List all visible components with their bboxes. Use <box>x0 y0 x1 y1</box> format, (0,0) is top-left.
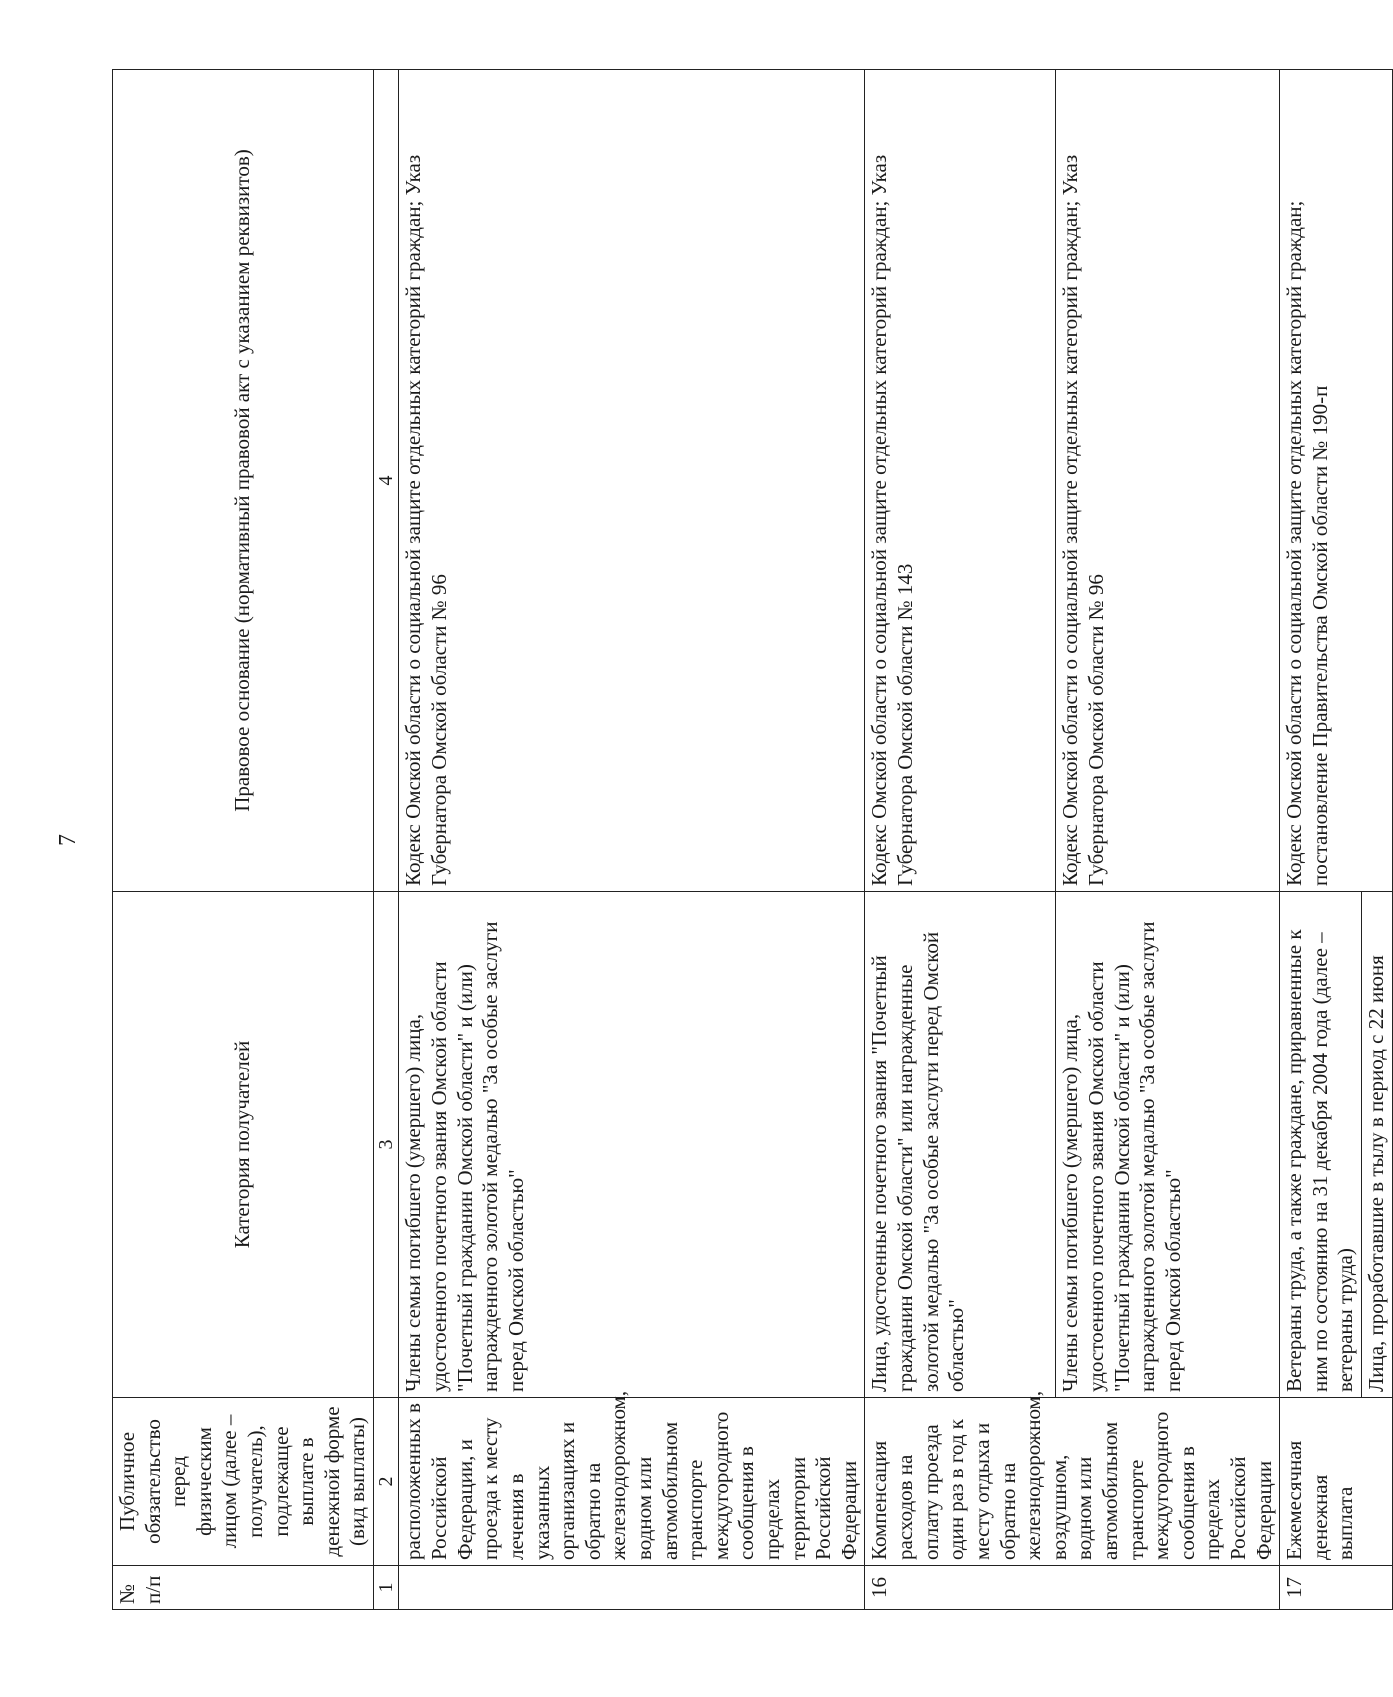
category-cell: Ветераны труда, а также граждане, приравненные к ним по состоянию на 31 декабря 2004 года (далее – ветераны труда) <box>1280 892 1362 1398</box>
row-number: 16 <box>865 1566 1280 1610</box>
header-obligation: Публичное обязательство перед физическим лицом (далее – получатель), подлежащее выплате в денежной форме (вид выплаты) <box>113 1398 374 1566</box>
legal-basis-cell: Кодекс Омской области о социальной защите отдельных категорий граждан; Указ Губернатора Омской области № 96 <box>1056 70 1280 892</box>
legal-basis-cell: Кодекс Омской области о социальной защите отдельных категорий граждан; Указ Губернатора Омской области № 143 <box>865 70 1056 892</box>
page-number: 7 <box>55 834 81 846</box>
header-category: Категория получателей <box>113 892 374 1398</box>
category-cell: Лица, удостоенные почетного звания "Почетный гражданин Омской области" или награжденные золотой медалью "За особые заслуги перед Омской областью" <box>865 892 1056 1398</box>
obligation-cell: Компенсация расходов на оплату проезда один раз в год к месту отдыха и обратно на железнодорожном, воздушном, водном или автомобильном транспорте междугородного сообщения в пределах Российской Федерации <box>865 1398 1280 1566</box>
table-row <box>399 70 865 1610</box>
legal-basis-cell: Кодекс Омской области о социальной защите отдельных категорий граждан; постановление Правительства Омской области № 190-п <box>1280 70 1392 892</box>
column-number: 1 <box>374 1566 399 1610</box>
benefits-table-rotated <box>112 70 1389 1610</box>
header-number: № п/п <box>113 1566 374 1610</box>
column-number: 4 <box>374 70 399 892</box>
benefits-table <box>112 69 1393 1610</box>
legal-basis-cell: Кодекс Омской области о социальной защите отдельных категорий граждан; Указ Губернатора Омской области № 96 <box>399 70 865 892</box>
obligation-cell: Ежемесячная денежная выплата <box>1280 1398 1392 1566</box>
column-number: 2 <box>374 1398 399 1566</box>
table-row <box>1056 70 1280 1610</box>
category-cell: Лица, проработавшие в тылу в период с 22 июня <box>1362 892 1393 1398</box>
category-cell: Члены семьи погибшего (умершего) лица, удостоенного почетного звания Омской области "Почетный гражданин Омской области" и (или) награжденного золотой медалью "За особые заслуги перед Омской областью" <box>1056 892 1280 1398</box>
table-row <box>865 70 1056 1610</box>
obligation-cell: расположенных в Российской Федерации, и проезда к месту лечения в указанных организациях и обратно на железнодорожном, водном или автомобильном транспорте междугородного сообщения в пределах территории Российской Федерации <box>399 1398 865 1566</box>
row-number: 17 <box>1280 1566 1392 1610</box>
table-row <box>1280 70 1362 1610</box>
row-number <box>399 1566 865 1610</box>
header-legal-basis: Правовое основание (нормативный правовой акт с указанием реквизитов) <box>113 70 374 892</box>
column-numbering-row <box>374 70 399 1610</box>
column-number: 3 <box>374 892 399 1398</box>
category-cell: Члены семьи погибшего (умершего) лица, удостоенного почетного звания Омской области "Почетный гражданин Омской области" и (или) награжденного золотой медалью "За особые заслуги перед Омской областью" <box>399 892 865 1398</box>
table-header-row <box>113 70 374 1610</box>
